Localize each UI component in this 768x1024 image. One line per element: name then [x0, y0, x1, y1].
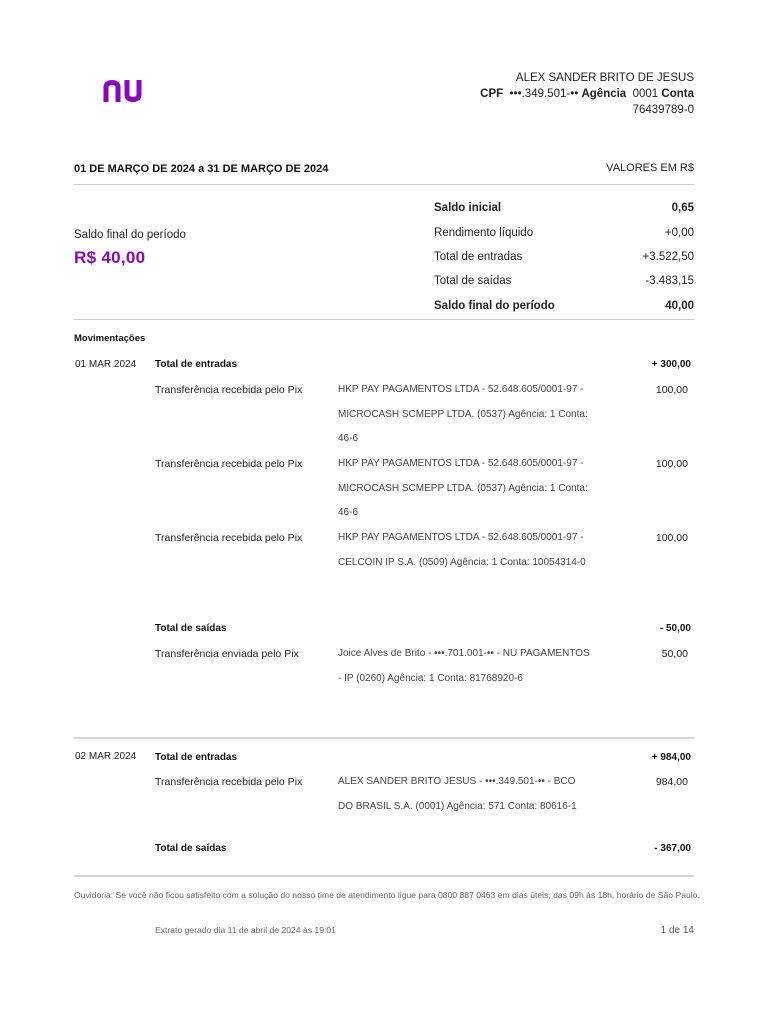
- transaction-type: Transferência recebida pelo Pix: [155, 384, 303, 396]
- transaction-type: Transferência recebida pelo Pix: [155, 532, 303, 544]
- transaction-description: HKP PAY PAGAMENTOS LTDA - 52.648.605/0001-97 - MICROCASH SCMEPP LTDA. (0537) Agência: 1 Conta: 46-6: [338, 384, 588, 444]
- day-date: 02 MAR 2024: [75, 751, 137, 762]
- divider: [74, 875, 694, 877]
- day-date: 01 MAR 2024: [75, 359, 137, 370]
- total-saidas-value: - 50,00: [659, 623, 691, 634]
- transaction-description: Joice Alves de Brito - •••.701.001-•• - NU PAGAMENTOS - IP (0260) Agência: 1 Conta: 81768920-6: [338, 648, 590, 684]
- cpf-label: CPF: [480, 88, 504, 100]
- cpf-value: •••.349.501-••: [509, 88, 579, 100]
- summary-row: Total de entradas +3.522,50: [434, 250, 694, 263]
- ouvidoria-note: Ouvidoria: Se você não ficou satisfeito com a solução do nosso time de atendimento ligue para 0800 887 0463 em dias úteis, das 09h às 18h, horário de São Paulo.: [74, 890, 700, 900]
- summary-table: [434, 196, 694, 318]
- cpf-agencia-line: [480, 86, 694, 102]
- agencia-label: Agência: [581, 88, 627, 100]
- transaction-amount: 100,00: [655, 458, 688, 470]
- total-entradas-value: + 984,00: [651, 752, 691, 763]
- summary-row: Total de saídas -3.483,15: [434, 275, 694, 288]
- account-holder-block: [480, 70, 694, 118]
- transaction-amount: 100,00: [655, 532, 688, 544]
- nubank-logo: [103, 78, 149, 104]
- page-number: 1 de 14: [660, 925, 694, 936]
- conta-label: Conta: [661, 88, 694, 100]
- transaction-type: Transferência enviada pelo Pix: [155, 648, 299, 660]
- generated-timestamp: Extrato gerado dia 11 de abril de 2024 às 19:01: [155, 925, 336, 935]
- total-entradas-label: Total de entradas: [155, 752, 238, 763]
- summary-row: Saldo final do período 40,00: [434, 299, 694, 312]
- transaction-type: Transferência recebida pelo Pix: [155, 776, 303, 788]
- summary-row: Saldo inicial 0,65: [434, 202, 694, 215]
- transaction-amount: 50,00: [661, 648, 688, 660]
- transaction-description: HKP PAY PAGAMENTOS LTDA - 52.648.605/0001-97 - MICROCASH SCMEPP LTDA. (0537) Agência: 1 Conta: 46-6: [338, 458, 588, 518]
- total-entradas-label: Total de entradas: [155, 359, 238, 370]
- total-saidas-value: - 367,00: [654, 843, 691, 854]
- total-saidas-label: Total de saídas: [155, 843, 227, 854]
- statement-period: 01 DE MARÇO DE 2024 a 31 DE MARÇO DE 2024: [74, 163, 329, 175]
- holder-name: ALEX SANDER BRITO DE JESUS: [515, 72, 694, 84]
- saldo-final-label: Saldo final do período: [74, 229, 186, 241]
- transaction-amount: 100,00: [655, 384, 688, 396]
- day-divider: [74, 737, 694, 739]
- total-saidas-label: Total de saídas: [155, 623, 227, 634]
- transaction-description: HKP PAY PAGAMENTOS LTDA - 52.648.605/0001-97 - CELCOIN IP S.A. (0509) Agência: 1 Conta: 10054314-0: [338, 532, 586, 568]
- saldo-final-value: R$ 40,00: [74, 248, 146, 267]
- total-entradas-value: + 300,00: [651, 359, 691, 370]
- movements-title: Movimentações: [74, 333, 146, 344]
- transaction-type: Transferência recebida pelo Pix: [155, 458, 303, 470]
- summary-row: Rendimento líquido +0,00: [434, 226, 694, 239]
- divider: [74, 319, 694, 320]
- transaction-description: ALEX SANDER BRITO JESUS - •••.349.501-•• - BCO DO BRASIL S.A. (0001) Agência: 571 Conta: 80616-1: [338, 776, 577, 812]
- currency-note: VALORES EM R$: [606, 162, 694, 174]
- conta-value: 76439789-0: [632, 104, 694, 116]
- divider: [74, 184, 694, 185]
- transaction-amount: 984,00: [655, 776, 688, 788]
- agencia-value: 0001: [632, 88, 659, 100]
